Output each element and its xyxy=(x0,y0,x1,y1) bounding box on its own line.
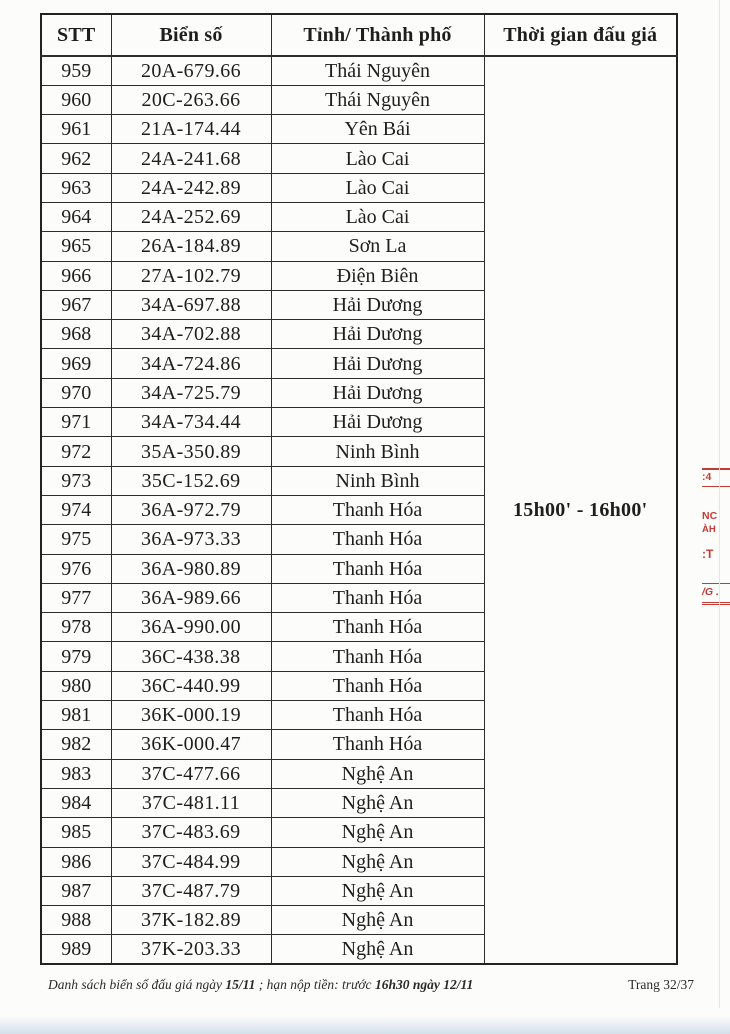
province-cell: Lào Cai xyxy=(271,144,484,173)
plate-cell: 36A-990.00 xyxy=(111,613,271,642)
header-province: Tỉnh/ Thành phố xyxy=(271,14,484,56)
province-cell: Ninh Bình xyxy=(271,437,484,466)
stt-cell: 979 xyxy=(41,642,111,671)
plate-cell: 37C-484.99 xyxy=(111,847,271,876)
province-cell: Yên Bái xyxy=(271,115,484,144)
stt-cell: 963 xyxy=(41,173,111,202)
stt-cell: 969 xyxy=(41,349,111,378)
page-number: Trang 32/37 xyxy=(628,977,694,992)
plate-cell: 34A-697.88 xyxy=(111,290,271,319)
stt-cell: 974 xyxy=(41,495,111,524)
province-cell: Nghệ An xyxy=(271,759,484,788)
province-cell: Thanh Hóa xyxy=(271,495,484,524)
plate-cell: 24A-242.89 xyxy=(111,173,271,202)
stt-cell: 988 xyxy=(41,906,111,935)
province-cell: Thanh Hóa xyxy=(271,583,484,612)
stt-cell: 986 xyxy=(41,847,111,876)
province-cell: Thanh Hóa xyxy=(271,554,484,583)
stt-cell: 975 xyxy=(41,525,111,554)
province-cell: Lào Cai xyxy=(271,202,484,231)
province-cell: Nghệ An xyxy=(271,788,484,817)
header-plate: Biển số xyxy=(111,14,271,56)
stt-cell: 989 xyxy=(41,935,111,964)
province-cell: Lào Cai xyxy=(271,173,484,202)
stt-cell: 962 xyxy=(41,144,111,173)
plate-cell: 24A-241.68 xyxy=(111,144,271,173)
table-row xyxy=(41,56,677,85)
province-cell: Thanh Hóa xyxy=(271,525,484,554)
page-edge-line xyxy=(719,0,720,1008)
stt-cell: 983 xyxy=(41,759,111,788)
plate-cell: 24A-252.69 xyxy=(111,202,271,231)
plate-cell: 36A-989.66 xyxy=(111,583,271,612)
stamp-fragment: :4 xyxy=(702,468,730,487)
province-cell: Hải Dương xyxy=(271,408,484,437)
province-cell: Thanh Hóa xyxy=(271,642,484,671)
province-cell: Ninh Bình xyxy=(271,466,484,495)
plate-cell: 36A-980.89 xyxy=(111,554,271,583)
stt-cell: 973 xyxy=(41,466,111,495)
footer-note-date1: 15/11 xyxy=(225,977,256,992)
plate-cell: 36A-972.79 xyxy=(111,495,271,524)
header-auction-time: Thời gian đấu giá xyxy=(484,14,677,56)
plate-cell: 34A-725.79 xyxy=(111,378,271,407)
stt-cell: 984 xyxy=(41,788,111,817)
header-stt: STT xyxy=(41,14,111,56)
footer-note-prefix: Danh sách biển số đấu giá ngày xyxy=(48,977,226,992)
plate-cell: 37C-477.66 xyxy=(111,759,271,788)
plate-cell: 21A-174.44 xyxy=(111,115,271,144)
stt-cell: 987 xyxy=(41,876,111,905)
plate-cell: 34A-734.44 xyxy=(111,408,271,437)
plate-cell: 36C-438.38 xyxy=(111,642,271,671)
province-cell: Điện Biên xyxy=(271,261,484,290)
stt-cell: 976 xyxy=(41,554,111,583)
plate-cell: 27A-102.79 xyxy=(111,261,271,290)
page-footer xyxy=(0,977,730,993)
stt-cell: 959 xyxy=(41,56,111,85)
footer-note-mid: ; hạn nộp tiền: trước xyxy=(255,977,375,992)
stt-cell: 985 xyxy=(41,818,111,847)
auction-time-cell: 15h00' - 16h00' xyxy=(484,56,677,964)
province-cell: Hải Dương xyxy=(271,378,484,407)
stt-cell: 972 xyxy=(41,437,111,466)
province-cell: Thanh Hóa xyxy=(271,613,484,642)
plate-cell: 35A-350.89 xyxy=(111,437,271,466)
table-header-row xyxy=(41,14,677,56)
stt-cell: 961 xyxy=(41,115,111,144)
plate-cell: 36K-000.47 xyxy=(111,730,271,759)
footer-note-date2: 16h30 ngày 12/11 xyxy=(374,977,474,992)
plate-cell: 37C-487.79 xyxy=(111,876,271,905)
province-cell: Nghệ An xyxy=(271,818,484,847)
stt-cell: 965 xyxy=(41,232,111,261)
stt-cell: 980 xyxy=(41,671,111,700)
scan-bottom-edge xyxy=(0,1016,730,1034)
province-cell: Sơn La xyxy=(271,232,484,261)
plate-cell: 20C-263.66 xyxy=(111,85,271,114)
stt-cell: 966 xyxy=(41,261,111,290)
plate-cell: 35C-152.69 xyxy=(111,466,271,495)
table-body xyxy=(41,56,677,964)
province-cell: Nghệ An xyxy=(271,906,484,935)
plate-cell: 34A-702.88 xyxy=(111,320,271,349)
stt-cell: 968 xyxy=(41,320,111,349)
province-cell: Hải Dương xyxy=(271,290,484,319)
stt-cell: 970 xyxy=(41,378,111,407)
plate-cell: 37K-182.89 xyxy=(111,906,271,935)
province-cell: Thanh Hóa xyxy=(271,701,484,730)
province-cell: Thanh Hóa xyxy=(271,730,484,759)
stt-cell: 981 xyxy=(41,701,111,730)
province-cell: Nghệ An xyxy=(271,876,484,905)
stt-cell: 977 xyxy=(41,583,111,612)
stt-cell: 971 xyxy=(41,408,111,437)
plate-cell: 34A-724.86 xyxy=(111,349,271,378)
auction-schedule-table xyxy=(40,13,678,965)
province-cell: Thanh Hóa xyxy=(271,671,484,700)
province-cell: Hải Dương xyxy=(271,349,484,378)
province-cell: Thái Nguyên xyxy=(271,56,484,85)
footer-note xyxy=(48,977,473,993)
stamp-fragment: /G . xyxy=(702,583,730,605)
stt-cell: 964 xyxy=(41,202,111,231)
plate-cell: 37C-483.69 xyxy=(111,818,271,847)
plate-cell: 37C-481.11 xyxy=(111,788,271,817)
plate-cell: 36C-440.99 xyxy=(111,671,271,700)
province-cell: Thái Nguyên xyxy=(271,85,484,114)
plate-cell: 20A-679.66 xyxy=(111,56,271,85)
plate-cell: 26A-184.89 xyxy=(111,232,271,261)
stamp-fragment: ÀH xyxy=(702,524,716,535)
stt-cell: 960 xyxy=(41,85,111,114)
province-cell: Nghệ An xyxy=(271,935,484,964)
plate-cell: 36A-973.33 xyxy=(111,525,271,554)
stt-cell: 967 xyxy=(41,290,111,319)
stamp-fragment: NC xyxy=(702,510,718,522)
province-cell: Nghệ An xyxy=(271,847,484,876)
stt-cell: 978 xyxy=(41,613,111,642)
plate-cell: 37K-203.33 xyxy=(111,935,271,964)
province-cell: Hải Dương xyxy=(271,320,484,349)
stt-cell: 982 xyxy=(41,730,111,759)
plate-cell: 36K-000.19 xyxy=(111,701,271,730)
stamp-fragment: :T xyxy=(702,547,714,561)
